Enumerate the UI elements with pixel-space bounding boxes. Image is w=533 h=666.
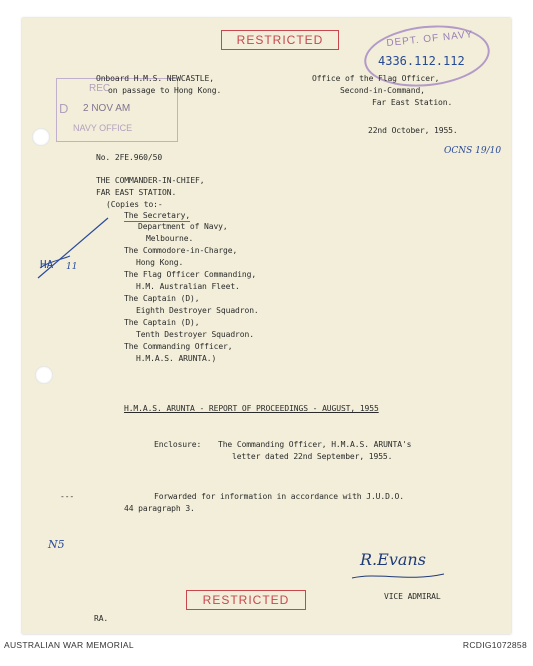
- addressee-line-11: The Captain (D),: [124, 294, 200, 303]
- received-stamp-date: 2 NOV AM: [83, 103, 131, 114]
- addressee-line-4: The Secretary,: [124, 211, 191, 220]
- body-dash: ---: [60, 492, 75, 501]
- handwritten-initials-suffix: 11: [66, 262, 78, 272]
- signature-scrawl: R.Evans: [360, 550, 426, 569]
- header-right-line-3: Far East Station.: [372, 98, 453, 107]
- addressee-line-2: FAR EAST STATION.: [96, 188, 177, 197]
- addressee-line-9: The Flag Officer Commanding,: [124, 270, 257, 279]
- received-stamp-line1: REC: [89, 83, 111, 94]
- body-line-2: 44 paragraph 3.: [124, 504, 195, 513]
- enclosure-line-2: letter dated 22nd September, 1955.: [232, 452, 393, 461]
- punch-hole-bottom: [35, 366, 53, 384]
- subject-line: H.M.A.S. ARUNTA - REPORT OF PROCEEDINGS - AUGUST, 1955: [124, 404, 379, 413]
- header-right-line-1: Office of the Flag Officer,: [312, 74, 440, 83]
- received-stamp-line3: NAVY OFFICE: [73, 123, 133, 133]
- restricted-stamp-top: RESTRICTED: [221, 30, 339, 50]
- ra-mark: RA.: [94, 614, 109, 623]
- received-stamp-prefix: D: [59, 101, 69, 116]
- addressee-line-12: Eighth Destroyer Squadron.: [136, 306, 259, 315]
- reference-number: No. 2FE.960/50: [96, 153, 163, 162]
- addressee-line-16: H.M.A.S. ARUNTA.): [136, 354, 217, 363]
- navy-stamp-number: 4336.112.112: [378, 54, 465, 68]
- footer-item-id: RCDIG1072858: [462, 640, 527, 650]
- addressee-line-7: The Commodore-in-Charge,: [124, 246, 238, 255]
- enclosure-label: Enclosure:: [154, 440, 202, 449]
- addressee-line-6: Melbourne.: [146, 234, 194, 243]
- header-left-line-1: Onboard H.M.S. NEWCASTLE,: [96, 74, 214, 83]
- letter-date: 22nd October, 1955.: [368, 126, 458, 135]
- addressee-line-1: THE COMMANDER-IN-CHIEF,: [96, 176, 205, 185]
- footer-archive-name: AUSTRALIAN WAR MEMORIAL: [4, 640, 134, 650]
- addressee-line-5: Department of Navy,: [138, 222, 228, 231]
- body-line-1: Forwarded for information in accordance with J.U.D.O.: [154, 492, 404, 501]
- addressee-line-14: Tenth Destroyer Squadron.: [136, 330, 254, 339]
- header-left-line-2: on passage to Hong Kong.: [108, 86, 222, 95]
- signature-title: VICE ADMIRAL: [384, 592, 441, 601]
- handwritten-reference: OCNS 19/10: [444, 146, 502, 156]
- enclosure-line-1: The Commanding Officer, H.M.A.S. ARUNTA's: [218, 440, 412, 449]
- signature-underline: [348, 570, 448, 584]
- addressee-line-10: H.M. Australian Fleet.: [136, 282, 240, 291]
- navy-stamp-title: DEPT. OF NAVY: [385, 29, 474, 50]
- addressee-line-3: (Copies to:-: [106, 200, 163, 209]
- restricted-stamp-bottom: RESTRICTED: [186, 590, 306, 610]
- addressee-line-15: The Commanding Officer,: [124, 342, 233, 351]
- addressee-line-13: The Captain (D),: [124, 318, 200, 327]
- header-right-line-2: Second-in-Command,: [340, 86, 425, 95]
- punch-hole-top: [32, 128, 50, 146]
- handwritten-initials: HA: [40, 258, 54, 271]
- handwritten-initials-mark: [30, 212, 120, 292]
- handwritten-n5: N5: [48, 538, 65, 551]
- addressee-line-8: Hong Kong.: [136, 258, 184, 267]
